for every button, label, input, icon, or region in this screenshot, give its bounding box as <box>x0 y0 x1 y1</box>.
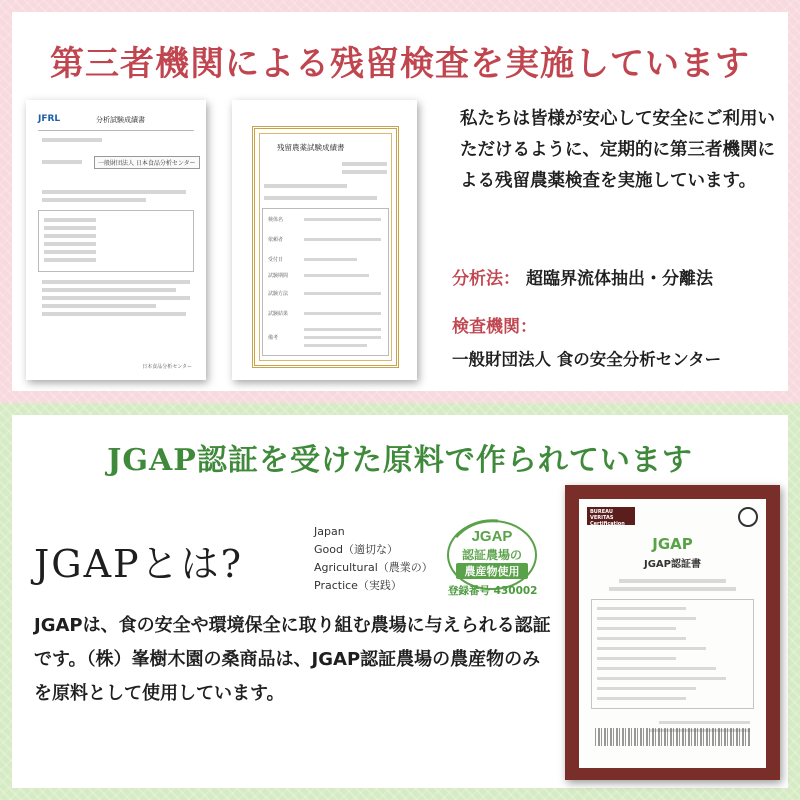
seal-icon <box>738 507 758 527</box>
method-label: 分析法： <box>452 269 520 289</box>
doc1-footer: 日本食品分析センター <box>142 364 192 370</box>
bottom-title: JGAP認証を受けた原料で作られています <box>107 443 693 478</box>
analysis-report-image <box>26 100 206 380</box>
jgap-logo-line1: 認証農場の <box>461 548 523 562</box>
doc1-title: 分析試験成績書 <box>96 116 145 124</box>
doc2-title: 残留農薬試験成績書 <box>277 143 345 152</box>
certificate-paper <box>579 499 766 768</box>
pesticide-certificate-image <box>232 100 417 380</box>
acronym-line: Good（適切な） <box>314 543 398 556</box>
lab-label: 検査機関： <box>452 317 537 337</box>
top-title: 第三者機関による残留検査を実施しています <box>50 44 750 84</box>
doc2-label-3: 試験期間 <box>268 273 289 279</box>
what-is-jgap-heading: JGAPとは? <box>34 542 243 586</box>
jgap-description: JGAPは、食の安全や環境保全に取り組む農場に与えられる認証です。（株）峯樹木園の桑商品は、JGAP認証農場の農産物のみを原料として使用しています。 <box>34 615 551 704</box>
acronym-line: Japan <box>314 525 345 538</box>
jgap-logo-line2: 農産物使用 <box>464 565 520 578</box>
doc2-table <box>262 208 389 356</box>
jgap-acronym <box>314 523 433 595</box>
method-value: 超臨界流体抽出・分離法 <box>526 269 713 289</box>
top-panel <box>12 12 788 391</box>
acronym-line: Practice（実践） <box>314 579 402 592</box>
acronym-line: Agricultural（農業の） <box>314 561 433 574</box>
certificate-jgap-logo: JGAP <box>652 535 693 553</box>
doc2-label-0: 検体名 <box>268 217 284 223</box>
doc2-label-2: 受付日 <box>268 257 284 263</box>
jgap-logo-brand: JGAP <box>471 528 513 545</box>
doc2-label-5: 試験結果 <box>268 311 289 317</box>
bureau-veritas-label: BUREAU VERITAS Certification <box>587 507 635 525</box>
jfrl-logo: JFRL <box>38 114 61 124</box>
doc2-label-4: 試験方法 <box>268 291 289 297</box>
barcode <box>595 728 750 746</box>
doc2-label-6: 備考 <box>268 335 279 341</box>
jfrl-stamp: 一般財団法人 日本食品分析センター <box>94 156 200 169</box>
certificate-title: JGAP認証書 <box>644 559 701 570</box>
bottom-panel <box>12 415 788 788</box>
certificate-table <box>591 599 754 709</box>
lab-value: 一般財団法人 食の安全分析センター <box>452 350 722 369</box>
doc2-label-1: 依頼者 <box>268 237 284 243</box>
jgap-certificate-image <box>565 485 780 780</box>
registration-number: 登録番号 430002 <box>448 585 538 597</box>
intro-text: 私たちは皆様が安心して安全にご利用いただけるように、定期的に第三者機関による残留農薬検査を実施しています。 <box>460 109 775 191</box>
bottom-section <box>0 403 800 800</box>
